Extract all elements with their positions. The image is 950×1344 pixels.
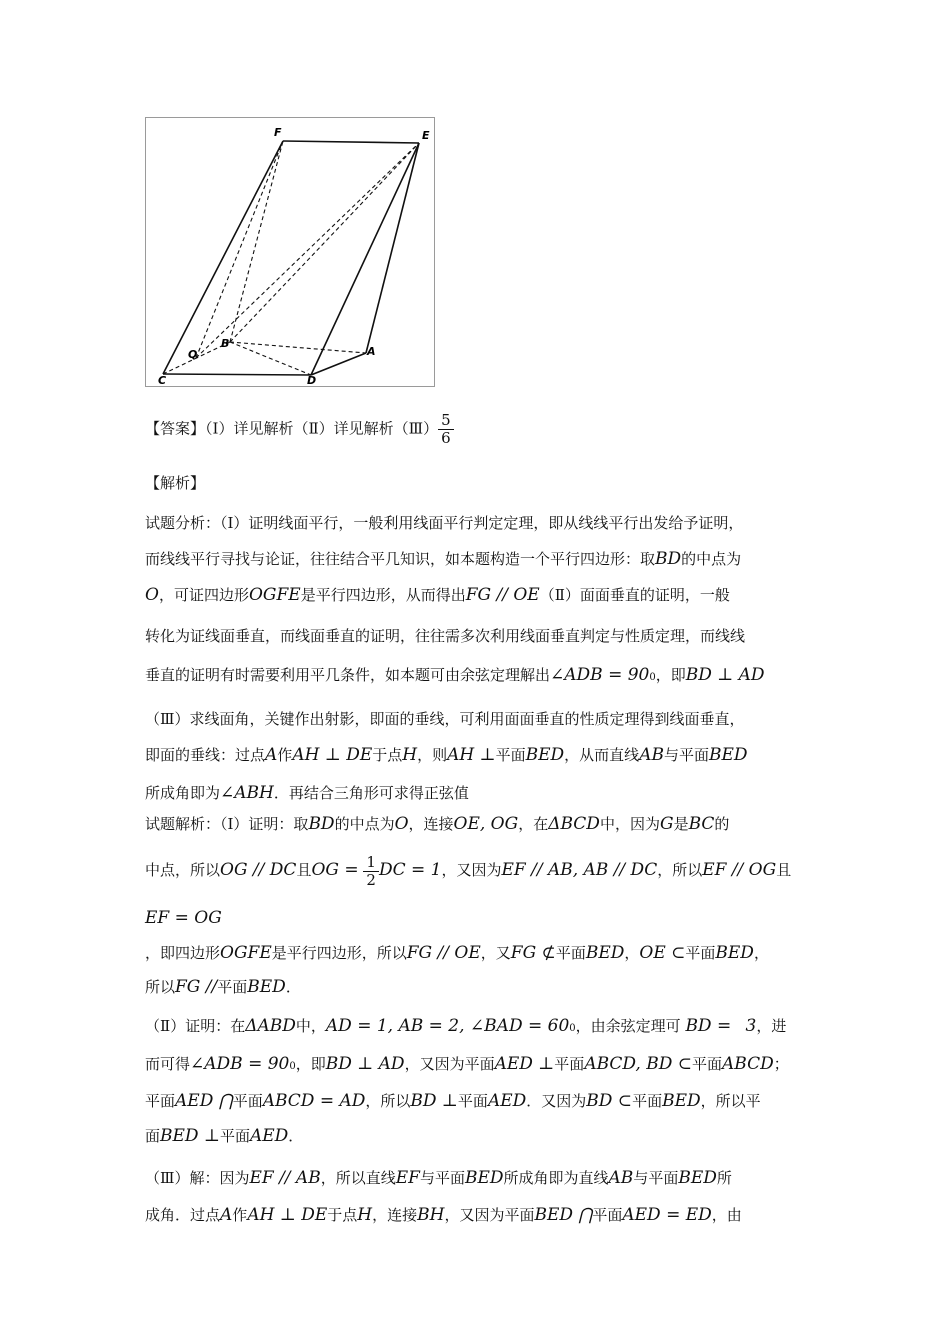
math: AH ⊥ [447,745,496,765]
math: BD = [685,1016,732,1036]
answer-fraction [438,412,454,447]
text-line-14 [145,1015,786,1040]
text: ，则 [417,746,448,764]
text: 且 [296,861,312,879]
degree-mark: 0 [649,672,656,683]
degree-mark: 0 [289,1061,296,1072]
math: DC = 1 [378,860,442,880]
math: ∠ABH [220,783,274,803]
text: ，可证四边形 [158,586,249,604]
math: OG // DC [220,860,297,880]
text: 垂直的证明有时需要利用平几条件，如本题可由余弦定理解出 [145,666,551,684]
numerator: 1 [363,854,379,872]
text: ，又因为 [441,861,502,879]
answer-label: 【答案】 [145,419,206,438]
text: 试题解析：（Ⅰ）证明：取 [145,815,309,833]
text-line-17 [145,1125,303,1147]
math: BD ⊥ [410,1091,458,1111]
text: 所成角即为直线 [503,1169,609,1187]
answer-line [145,412,454,447]
math: BED [247,977,286,997]
text: ，进 [756,1017,787,1035]
math: A [220,1205,233,1225]
math: EF // AB [249,1168,321,1188]
text: 面 [145,1127,161,1145]
math: OE ⊂ [639,943,686,963]
text: 与平面 [663,746,709,764]
math: AED = ED [622,1205,712,1225]
edge-CD [163,374,311,375]
math: FG ⊄ [510,943,556,963]
text: 的中点为 [681,550,742,568]
solid-diagram [146,118,434,386]
math: BH [417,1205,445,1225]
text: ， [624,944,640,962]
text: 成角．过点 [145,1206,221,1224]
edge-FE [283,141,419,143]
math: A [265,745,278,765]
math: AED ⊥ [494,1054,555,1074]
text: 平面 [554,1055,585,1073]
text: （Ⅱ）面面垂直的证明，一般 [539,586,730,604]
text: 中，因为 [599,815,660,833]
text: 平面 [217,978,248,996]
math: EF = OG [145,908,222,928]
text-line-7 [145,744,748,766]
text: ，即 [655,666,686,684]
text: 作 [232,1206,248,1224]
text: 而可得 [145,1055,191,1073]
text-line-11 [145,907,222,929]
math: ΔABD [245,1016,296,1036]
math: BED [708,745,748,765]
math: BED ⊥ [160,1126,220,1146]
text: 作 [277,746,293,764]
text-line-8 [145,782,469,804]
text: ， [753,944,769,962]
math: AED [249,1126,289,1146]
text: ． [285,978,301,996]
math: AB [639,745,664,765]
edge-BA [230,342,366,353]
text: ．又因为 [526,1092,587,1110]
text: ，又 [480,944,511,962]
text-line-3 [145,584,730,606]
label-B: B [221,337,230,350]
math: BED [662,1091,701,1111]
text: ，所以直线 [320,1169,396,1187]
denominator: 2 [366,870,376,889]
text: 中， [295,1017,326,1035]
text-line-15 [145,1053,789,1078]
text-line-9 [145,813,729,835]
edge-BD [230,342,311,375]
text: 平面 [232,1092,263,1110]
edge-DE [311,143,419,375]
text: 的中点为 [334,815,395,833]
text: 平面 [592,1206,623,1224]
text: ，所以 [365,1092,411,1110]
analysis-header: 【解析】 [145,474,206,492]
math: ABCD = AD [262,1091,366,1111]
math: OGFE [220,943,272,963]
text: ，即 [295,1055,326,1073]
math: BED [525,745,565,765]
text: 平面 [219,1127,250,1145]
math: BD [655,549,682,569]
text: 平面 [495,746,526,764]
label-A: A [367,345,376,358]
text: 于点 [372,746,403,764]
math: O [394,814,409,834]
text-line-6: （Ⅲ）求线面角，关键作出射影，即面的垂线，可利用面面垂直的性质定理得到线面垂直， [145,710,745,728]
math: OG = [311,860,359,880]
math: OGFE [248,585,301,605]
math: H [357,1205,373,1225]
math: BED [585,943,625,963]
answer-denominator: 6 [441,429,451,447]
answer-numerator: 5 [438,412,454,430]
text-line-4: 转化为证线面垂直，而线面垂直的证明，往往需多次利用线面垂直判定与性质定理，而线线 [145,627,746,645]
math: H [402,745,418,765]
geometry-figure [145,117,435,387]
text: ； [773,1055,789,1073]
text: ． [288,1127,304,1145]
text: ，所以平 [700,1092,761,1110]
edge-BE [230,143,419,342]
text-line-19 [145,1204,742,1226]
math: AB [608,1168,634,1188]
text: ，连接 [372,1206,418,1224]
math: O [145,585,159,605]
math: FG // OE [465,585,540,605]
text: 所 [716,1169,732,1187]
text: 而线线平行寻找与论证，往往结合平几知识，如本题构造一个平行四边形：取 [145,550,656,568]
label-Q: Q [188,348,198,361]
math: AED ⋂ [175,1091,233,1111]
text: ，即四边形 [145,944,221,962]
math: BED [715,943,754,963]
text: 是平行四边形，所以 [271,944,407,962]
text: 且 [776,861,792,879]
math: EF [395,1168,420,1188]
text: 平面 [632,1092,663,1110]
math: EF // AB, AB // DC [501,860,658,880]
math: AD = 1, AB = 2, ∠BAD = 60 [325,1016,570,1036]
text: 平面 [692,1055,723,1073]
math: ΔBCD [548,814,600,834]
text: （Ⅲ）解：因为 [145,1169,250,1187]
math: 3 [745,1016,757,1036]
text: ，又因为平面 [444,1206,535,1224]
text: ，由 [711,1206,742,1224]
edge-BF [230,141,283,342]
text: ，由余弦定理可 [575,1017,681,1035]
text: ，从而直线 [564,746,640,764]
text: 与平面 [633,1169,679,1187]
math: BED ⋂ [534,1205,593,1225]
math: ABCD [722,1054,774,1074]
math: FG // OE [406,943,481,963]
math: BD ⊥ AD [685,665,765,685]
math: BD ⊥ AD [325,1054,405,1074]
text: 中点，所以 [145,861,221,879]
text-line-1: 试题分析：（Ⅰ）证明线面平行，一般利用线面平行判定定理，即从线线平行出发给予证明， [145,514,744,532]
math: ∠ADB = 90 [190,1054,290,1074]
math: BED [678,1168,717,1188]
text: ，连接 [408,815,454,833]
text-line-13 [145,976,301,998]
math: AH ⊥ DE [292,745,373,765]
text: 平面 [457,1092,488,1110]
math: BED [464,1168,504,1188]
text: 是 [673,815,689,833]
math: ∠ADB = 90 [550,665,650,685]
text-line-2 [145,548,741,570]
math: ABCD, BD ⊂ [584,1054,693,1074]
text: 即面的垂线：过点 [145,746,266,764]
math: EF // OG [702,860,777,880]
math: BD ⊂ [586,1091,633,1111]
edge-GE [196,143,419,358]
text: 所成角即为 [145,784,221,802]
text: 的 [714,815,730,833]
half-fraction [363,854,379,889]
math: BD [308,814,335,834]
edge-EA [366,143,419,353]
text: 平面 [685,944,716,962]
text-line-12 [145,942,769,964]
text-line-5 [145,664,765,689]
text: 与平面 [419,1169,465,1187]
answer-text: （Ⅰ）详见解析（Ⅱ）详见解析（Ⅲ） [205,419,439,438]
math: BC [688,814,715,834]
math: FG // [175,977,218,997]
text-line-16 [145,1090,761,1112]
math: OE, OG [453,814,519,834]
label-E: E [422,129,430,142]
text: 是平行四边形，从而得出 [300,586,466,604]
math: AED [487,1091,527,1111]
label-D: D [307,374,317,386]
text: 所以 [145,978,176,996]
text-line-10 [145,850,791,890]
text: （Ⅱ）证明：在 [145,1017,246,1035]
label-F: F [274,126,282,139]
edge-GF [196,141,283,358]
math: G [659,814,674,834]
text: ，在 [518,815,549,833]
text: ，又因为平面 [404,1055,495,1073]
degree-mark: 0 [569,1023,576,1034]
text-line-18 [145,1167,732,1189]
math: AH ⊥ DE [247,1205,328,1225]
text: ．再结合三角形可求得正弦值 [273,784,469,802]
text: 平面 [145,1092,176,1110]
text: 平面 [555,944,586,962]
text: ，所以 [657,861,703,879]
text: 于点 [327,1206,358,1224]
label-C: C [158,374,167,386]
